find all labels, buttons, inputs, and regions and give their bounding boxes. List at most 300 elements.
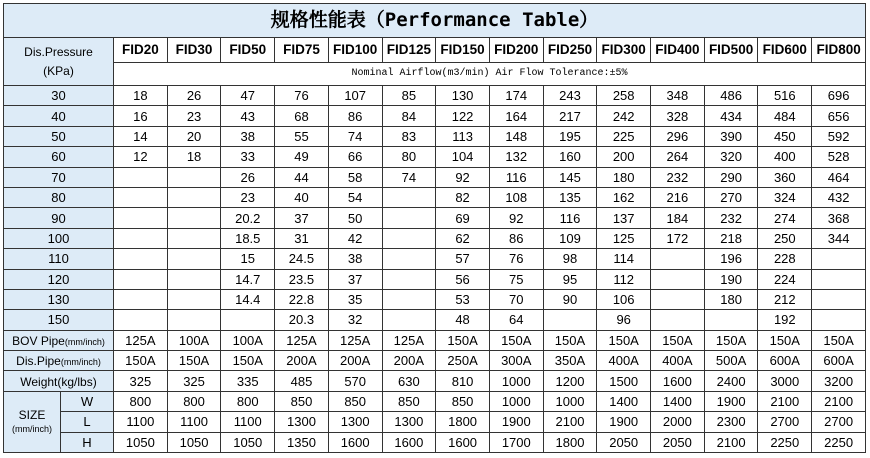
spec-label [4,351,114,371]
airflow-cell: 18.5 [221,228,275,248]
spec-cell: 150A [704,330,758,350]
airflow-cell: 184 [651,208,705,228]
pressure-label: 90 [4,208,114,228]
airflow-cell [114,289,168,309]
spec-label-name: Weight [20,374,58,389]
airflow-cell: 20 [167,126,221,146]
airflow-cell: 18 [167,147,221,167]
pressure-label: 30 [4,86,114,106]
airflow-cell: 55 [275,126,329,146]
airflow-cell: 528 [812,147,866,167]
size-cell: 2250 [758,432,812,452]
size-label [4,391,61,452]
model-header-fid100: FID100 [328,38,382,63]
airflow-row [4,167,866,187]
airflow-cell: 696 [812,86,866,106]
airflow-tolerance-note: Nominal Airflow(m3/min) Air Flow Tolerance:±5% [114,63,866,86]
size-cell: 1800 [543,432,597,452]
airflow-cell: 66 [328,147,382,167]
airflow-cell: 190 [704,269,758,289]
size-cell: 2700 [758,412,812,432]
airflow-cell: 242 [597,106,651,126]
spec-cell: 150A [167,351,221,371]
airflow-cell: 108 [489,187,543,207]
spec-cell: 125A [382,330,436,350]
airflow-cell: 23 [167,106,221,126]
model-header-fid600: FID600 [758,38,812,63]
airflow-cell: 20.2 [221,208,275,228]
airflow-cell: 344 [812,228,866,248]
airflow-cell: 54 [328,187,382,207]
size-cell: 800 [114,391,168,411]
airflow-row [4,86,866,106]
airflow-cell [651,310,705,330]
spec-cell: 200A [328,351,382,371]
airflow-cell: 328 [651,106,705,126]
airflow-cell: 212 [758,289,812,309]
size-row [4,391,866,411]
spec-cell: 1600 [651,371,705,391]
spec-row [4,351,866,371]
airflow-cell: 264 [651,147,705,167]
airflow-cell: 12 [114,147,168,167]
spec-cell: 150A [114,351,168,371]
model-header-fid20: FID20 [114,38,168,63]
airflow-cell: 114 [597,249,651,269]
model-header-fid75: FID75 [275,38,329,63]
airflow-cell [167,269,221,289]
airflow-cell [167,228,221,248]
airflow-cell: 116 [489,167,543,187]
size-cell: 1000 [489,391,543,411]
airflow-row [4,147,866,167]
pressure-header-label: Dis.Pressure [24,44,93,59]
spec-label-name: Dis.Pipe [16,354,61,369]
airflow-cell: 15 [221,249,275,269]
airflow-cell: 85 [382,86,436,106]
airflow-cell: 38 [221,126,275,146]
size-row [4,432,866,452]
airflow-cell: 192 [758,310,812,330]
airflow-cell: 232 [651,167,705,187]
spec-cell: 2400 [704,371,758,391]
model-header-fid300: FID300 [597,38,651,63]
airflow-cell: 400 [758,147,812,167]
airflow-cell: 58 [328,167,382,187]
size-cell: 1100 [114,412,168,432]
airflow-cell: 82 [436,187,490,207]
airflow-cell: 217 [543,106,597,126]
airflow-cell: 92 [489,208,543,228]
spec-cell: 350A [543,351,597,371]
airflow-row [4,310,866,330]
airflow-cell: 132 [489,147,543,167]
size-cell: 850 [382,391,436,411]
airflow-cell: 68 [275,106,329,126]
airflow-cell: 38 [328,249,382,269]
spec-cell: 3200 [812,371,866,391]
title-row [4,4,866,38]
airflow-cell [651,249,705,269]
size-cell: 850 [436,391,490,411]
airflow-cell [167,208,221,228]
airflow-cell: 243 [543,86,597,106]
spec-cell: 810 [436,371,490,391]
airflow-cell: 92 [436,167,490,187]
airflow-cell: 104 [436,147,490,167]
spec-cell: 125A [275,330,329,350]
airflow-cell: 43 [221,106,275,126]
airflow-cell: 250 [758,228,812,248]
airflow-cell [704,310,758,330]
airflow-cell: 109 [543,228,597,248]
airflow-cell: 49 [275,147,329,167]
airflow-cell: 290 [704,167,758,187]
size-cell: 1000 [543,391,597,411]
airflow-row [4,106,866,126]
spec-row [4,371,866,391]
spec-cell: 150A [543,330,597,350]
airflow-cell [167,310,221,330]
pressure-label: 40 [4,106,114,126]
airflow-cell: 18 [114,86,168,106]
airflow-cell: 106 [597,289,651,309]
pressure-label: 80 [4,187,114,207]
airflow-cell: 14.4 [221,289,275,309]
size-cell: 1900 [704,391,758,411]
spec-cell: 200A [275,351,329,371]
airflow-cell: 464 [812,167,866,187]
size-cell: 800 [221,391,275,411]
pressure-label: 120 [4,269,114,289]
airflow-row [4,269,866,289]
airflow-cell: 95 [543,269,597,289]
airflow-row [4,289,866,309]
performance-table [3,3,866,453]
airflow-cell: 145 [543,167,597,187]
airflow-cell: 24.5 [275,249,329,269]
airflow-cell [812,310,866,330]
pressure-label: 100 [4,228,114,248]
size-cell: 1400 [651,391,705,411]
airflow-cell: 135 [543,187,597,207]
airflow-cell: 434 [704,106,758,126]
airflow-cell: 75 [489,269,543,289]
airflow-cell [382,187,436,207]
airflow-cell: 84 [382,106,436,126]
spec-label-unit: (mm/inch) [60,357,101,368]
size-cell: 2700 [812,412,866,432]
airflow-cell: 368 [812,208,866,228]
airflow-cell: 148 [489,126,543,146]
airflow-cell: 53 [436,289,490,309]
airflow-cell: 80 [382,147,436,167]
size-dimension-label: W [61,391,114,411]
spec-label [4,371,114,391]
size-label-name: SIZE [18,408,46,423]
spec-label-unit: (kg/lbs) [57,374,97,389]
airflow-cell: 42 [328,228,382,248]
airflow-cell [114,310,168,330]
airflow-cell: 224 [758,269,812,289]
size-cell: 1300 [328,412,382,432]
airflow-cell: 14 [114,126,168,146]
airflow-cell: 656 [812,106,866,126]
airflow-cell [167,249,221,269]
airflow-cell [167,289,221,309]
airflow-cell: 122 [436,106,490,126]
size-cell: 1350 [275,432,329,452]
spec-label-unit: (mm/inch) [64,336,105,347]
size-cell: 1300 [275,412,329,432]
airflow-cell: 44 [275,167,329,187]
pressure-label: 150 [4,310,114,330]
pressure-label: 60 [4,147,114,167]
model-header-fid50: FID50 [221,38,275,63]
airflow-cell: 64 [489,310,543,330]
airflow-cell: 31 [275,228,329,248]
pressure-label: 50 [4,126,114,146]
airflow-cell: 50 [328,208,382,228]
airflow-cell: 200 [597,147,651,167]
table-title: 规格性能表（Performance Table） [4,4,866,38]
airflow-cell [382,310,436,330]
size-cell: 1050 [167,432,221,452]
size-cell: 1600 [382,432,436,452]
size-cell: 850 [275,391,329,411]
spec-cell: 150A [651,330,705,350]
airflow-cell [651,289,705,309]
size-cell: 1400 [597,391,651,411]
spec-cell: 100A [167,330,221,350]
pressure-header-unit: (KPa) [43,63,74,78]
airflow-cell: 180 [704,289,758,309]
airflow-cell: 76 [275,86,329,106]
airflow-cell [382,289,436,309]
airflow-cell: 35 [328,289,382,309]
airflow-cell: 37 [328,269,382,289]
airflow-cell: 218 [704,228,758,248]
airflow-cell: 164 [489,106,543,126]
airflow-cell: 162 [597,187,651,207]
size-cell: 850 [328,391,382,411]
airflow-cell: 22.8 [275,289,329,309]
airflow-cell: 40 [275,187,329,207]
spec-cell: 125A [114,330,168,350]
airflow-cell: 23.5 [275,269,329,289]
airflow-cell: 324 [758,187,812,207]
airflow-cell [812,269,866,289]
airflow-cell: 76 [489,249,543,269]
airflow-cell [114,208,168,228]
airflow-row [4,126,866,146]
airflow-cell: 56 [436,269,490,289]
airflow-cell: 258 [597,86,651,106]
spec-label [4,330,114,350]
size-row [4,412,866,432]
airflow-cell: 516 [758,86,812,106]
airflow-cell: 86 [328,106,382,126]
spec-cell: 400A [651,351,705,371]
spec-cell: 1200 [543,371,597,391]
airflow-cell: 14.7 [221,269,275,289]
spec-cell: 250A [436,351,490,371]
size-label-unit: (mm/inch) [12,424,52,435]
airflow-cell: 360 [758,167,812,187]
spec-cell: 1500 [597,371,651,391]
airflow-cell: 270 [704,187,758,207]
spec-cell: 150A [436,330,490,350]
airflow-cell: 70 [489,289,543,309]
airflow-cell: 90 [543,289,597,309]
airflow-cell [114,249,168,269]
spec-cell: 200A [382,351,436,371]
airflow-cell: 83 [382,126,436,146]
airflow-row [4,228,866,248]
airflow-cell: 32 [328,310,382,330]
model-header-fid500: FID500 [704,38,758,63]
spec-cell: 325 [167,371,221,391]
airflow-cell: 26 [221,167,275,187]
airflow-cell: 484 [758,106,812,126]
airflow-cell: 62 [436,228,490,248]
airflow-cell: 98 [543,249,597,269]
spec-cell: 325 [114,371,168,391]
airflow-cell [221,310,275,330]
model-header-fid800: FID800 [812,38,866,63]
size-cell: 800 [167,391,221,411]
airflow-cell [114,167,168,187]
spec-cell: 485 [275,371,329,391]
model-header-fid150: FID150 [436,38,490,63]
spec-cell: 150A [221,351,275,371]
airflow-cell: 37 [275,208,329,228]
size-cell: 1800 [436,412,490,432]
airflow-cell: 69 [436,208,490,228]
spec-cell: 150A [489,330,543,350]
model-header-row [4,38,866,63]
pressure-label: 130 [4,289,114,309]
model-header-fid125: FID125 [382,38,436,63]
pressure-label: 70 [4,167,114,187]
airflow-cell: 48 [436,310,490,330]
airflow-cell [167,167,221,187]
spec-label-name: BOV Pipe [12,333,65,348]
airflow-cell: 195 [543,126,597,146]
spec-cell: 150A [758,330,812,350]
airflow-row [4,187,866,207]
size-cell: 2050 [651,432,705,452]
spec-cell: 335 [221,371,275,391]
airflow-cell: 20.3 [275,310,329,330]
airflow-cell: 274 [758,208,812,228]
airflow-cell: 130 [436,86,490,106]
airflow-cell: 33 [221,147,275,167]
table-header [4,4,866,86]
size-cell: 1100 [167,412,221,432]
airflow-note-row [4,63,866,86]
spec-cell: 400A [597,351,651,371]
size-cell: 1900 [597,412,651,432]
airflow-cell: 232 [704,208,758,228]
airflow-cell: 390 [704,126,758,146]
airflow-cell: 172 [651,228,705,248]
size-cell: 2100 [543,412,597,432]
spec-cell: 570 [328,371,382,391]
size-cell: 1700 [489,432,543,452]
size-cell: 1900 [489,412,543,432]
airflow-cell [382,249,436,269]
size-cell: 2100 [758,391,812,411]
size-dimension-label: L [61,412,114,432]
spec-cell: 125A [328,330,382,350]
airflow-cell: 320 [704,147,758,167]
size-dimension-label: H [61,432,114,452]
airflow-cell [114,269,168,289]
size-cell: 1300 [382,412,436,432]
spec-row [4,330,866,350]
airflow-cell: 47 [221,86,275,106]
size-cell: 1050 [221,432,275,452]
pressure-header [4,38,114,86]
airflow-cell: 432 [812,187,866,207]
size-cell: 2000 [651,412,705,432]
airflow-cell: 57 [436,249,490,269]
model-header-fid200: FID200 [489,38,543,63]
airflow-cell: 225 [597,126,651,146]
spec-cell: 150A [597,330,651,350]
airflow-cell: 228 [758,249,812,269]
airflow-cell [651,269,705,289]
airflow-cell: 116 [543,208,597,228]
airflow-cell: 112 [597,269,651,289]
table-body [4,86,866,453]
model-header-fid400: FID400 [651,38,705,63]
model-header-fid30: FID30 [167,38,221,63]
spec-cell: 600A [758,351,812,371]
size-cell: 1050 [114,432,168,452]
airflow-cell: 180 [597,167,651,187]
spec-cell: 100A [221,330,275,350]
airflow-cell: 137 [597,208,651,228]
airflow-cell [114,228,168,248]
airflow-cell [167,187,221,207]
airflow-cell: 296 [651,126,705,146]
airflow-cell: 107 [328,86,382,106]
size-cell: 2100 [704,432,758,452]
spec-cell: 300A [489,351,543,371]
pressure-label: 110 [4,249,114,269]
airflow-cell: 113 [436,126,490,146]
airflow-cell [543,310,597,330]
size-cell: 1600 [328,432,382,452]
airflow-cell: 23 [221,187,275,207]
size-cell: 2050 [597,432,651,452]
airflow-row [4,249,866,269]
airflow-cell: 125 [597,228,651,248]
spec-cell: 150A [812,330,866,350]
airflow-cell: 96 [597,310,651,330]
size-cell: 2250 [812,432,866,452]
spec-cell: 500A [704,351,758,371]
airflow-row [4,208,866,228]
airflow-cell: 86 [489,228,543,248]
airflow-cell [812,249,866,269]
airflow-cell [114,187,168,207]
spec-cell: 630 [382,371,436,391]
airflow-cell [382,228,436,248]
airflow-cell: 450 [758,126,812,146]
